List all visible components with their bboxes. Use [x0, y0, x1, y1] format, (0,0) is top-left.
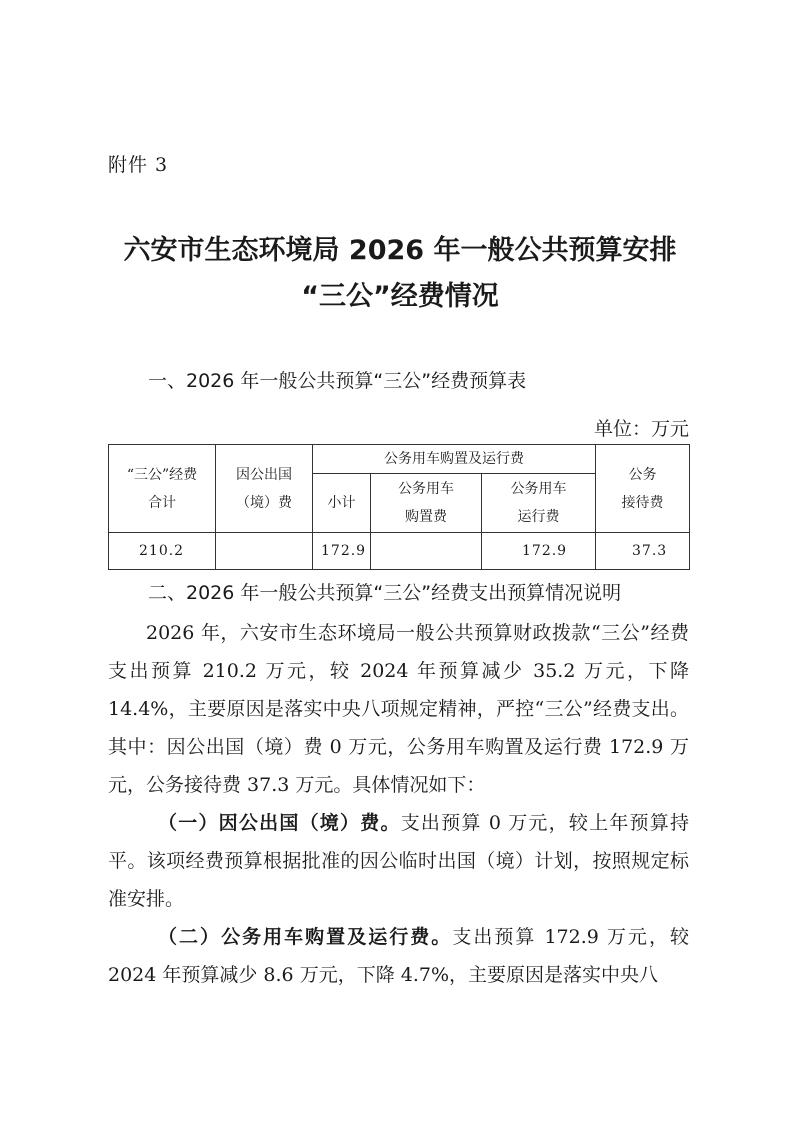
cell-total: 210.2 [109, 533, 216, 570]
cell-reception: 37.3 [596, 533, 690, 570]
paragraph-vehicle-lead: （二）公务用车购置及运行费。 [158, 926, 453, 948]
attachment-label: 附件 3 [108, 154, 169, 176]
header-total-line1: “三公”经费 [126, 466, 198, 483]
paragraph-vehicle-body: 支出预算 172.9 万元，较 2024 年预算减少 8.6 万元，下降 4.7%，主要原因是落实中央八 [108, 926, 689, 986]
paragraph-abroad-lead: （一）因公出国（境）费。 [158, 812, 401, 834]
document-title [60, 228, 740, 320]
header-abroad-line1: 因公出国 [236, 466, 292, 483]
header-operation [482, 474, 596, 533]
cell-abroad [216, 533, 313, 570]
cell-operation: 172.9 [482, 533, 596, 570]
title-line-2: “三公”经费情况 [301, 281, 499, 312]
header-total [109, 445, 216, 533]
cell-subtotal: 172.9 [313, 533, 371, 570]
budget-table [108, 444, 690, 570]
header-row-1 [109, 445, 690, 474]
section2-heading: 二、2026 年一般公共预算“三公”经费支出预算情况说明 [148, 582, 622, 604]
header-total-line2: 合计 [148, 494, 176, 511]
header-operation-line2: 运行费 [517, 509, 560, 525]
paragraph-vehicle [108, 918, 689, 994]
header-abroad [216, 445, 313, 533]
unit-label: 单位：万元 [593, 418, 689, 440]
paragraph-summary: 2026 年，六安市生态环境局一般公共预算财政拨款“三公”经费支出预算 210.2 万元，较 2024 年预算减少 35.2 万元，下降 14.4%，主要原因是落实中央八项规定精神，严控“三公”经费支出。其中：因公出国（境）费 0 万元，公务用车购置及运行费 172.9 万元，公务接待费 37.3 万元。具体情况如下： [108, 622, 689, 796]
header-operation-line1: 公务用车 [510, 481, 567, 497]
header-purchase-line1: 公务用车 [398, 481, 454, 497]
title-line-1: 六安市生态环境局 2026 年一般公共预算安排 [123, 235, 677, 266]
section1-heading: 一、2026 年一般公共预算“三公”经费预算表 [148, 370, 527, 392]
header-reception [596, 445, 690, 533]
header-abroad-line2: （境）费 [236, 494, 292, 511]
paragraph-abroad-body: 支出预算 0 万元，较上年预算持平。该项经费预算根据批准的因公临时出国（境）计划，按照规定标准安排。 [108, 812, 689, 910]
table-row [109, 533, 690, 570]
paragraph-abroad [108, 804, 689, 918]
header-reception-line2: 接待费 [621, 494, 664, 511]
header-purchase [371, 474, 482, 533]
header-reception-line1: 公务 [628, 466, 657, 483]
cell-purchase [371, 533, 482, 570]
header-subtotal: 小计 [313, 474, 371, 533]
header-vehicle-group: 公务用车购置及运行费 [313, 445, 596, 474]
header-purchase-line2: 购置费 [405, 509, 447, 525]
